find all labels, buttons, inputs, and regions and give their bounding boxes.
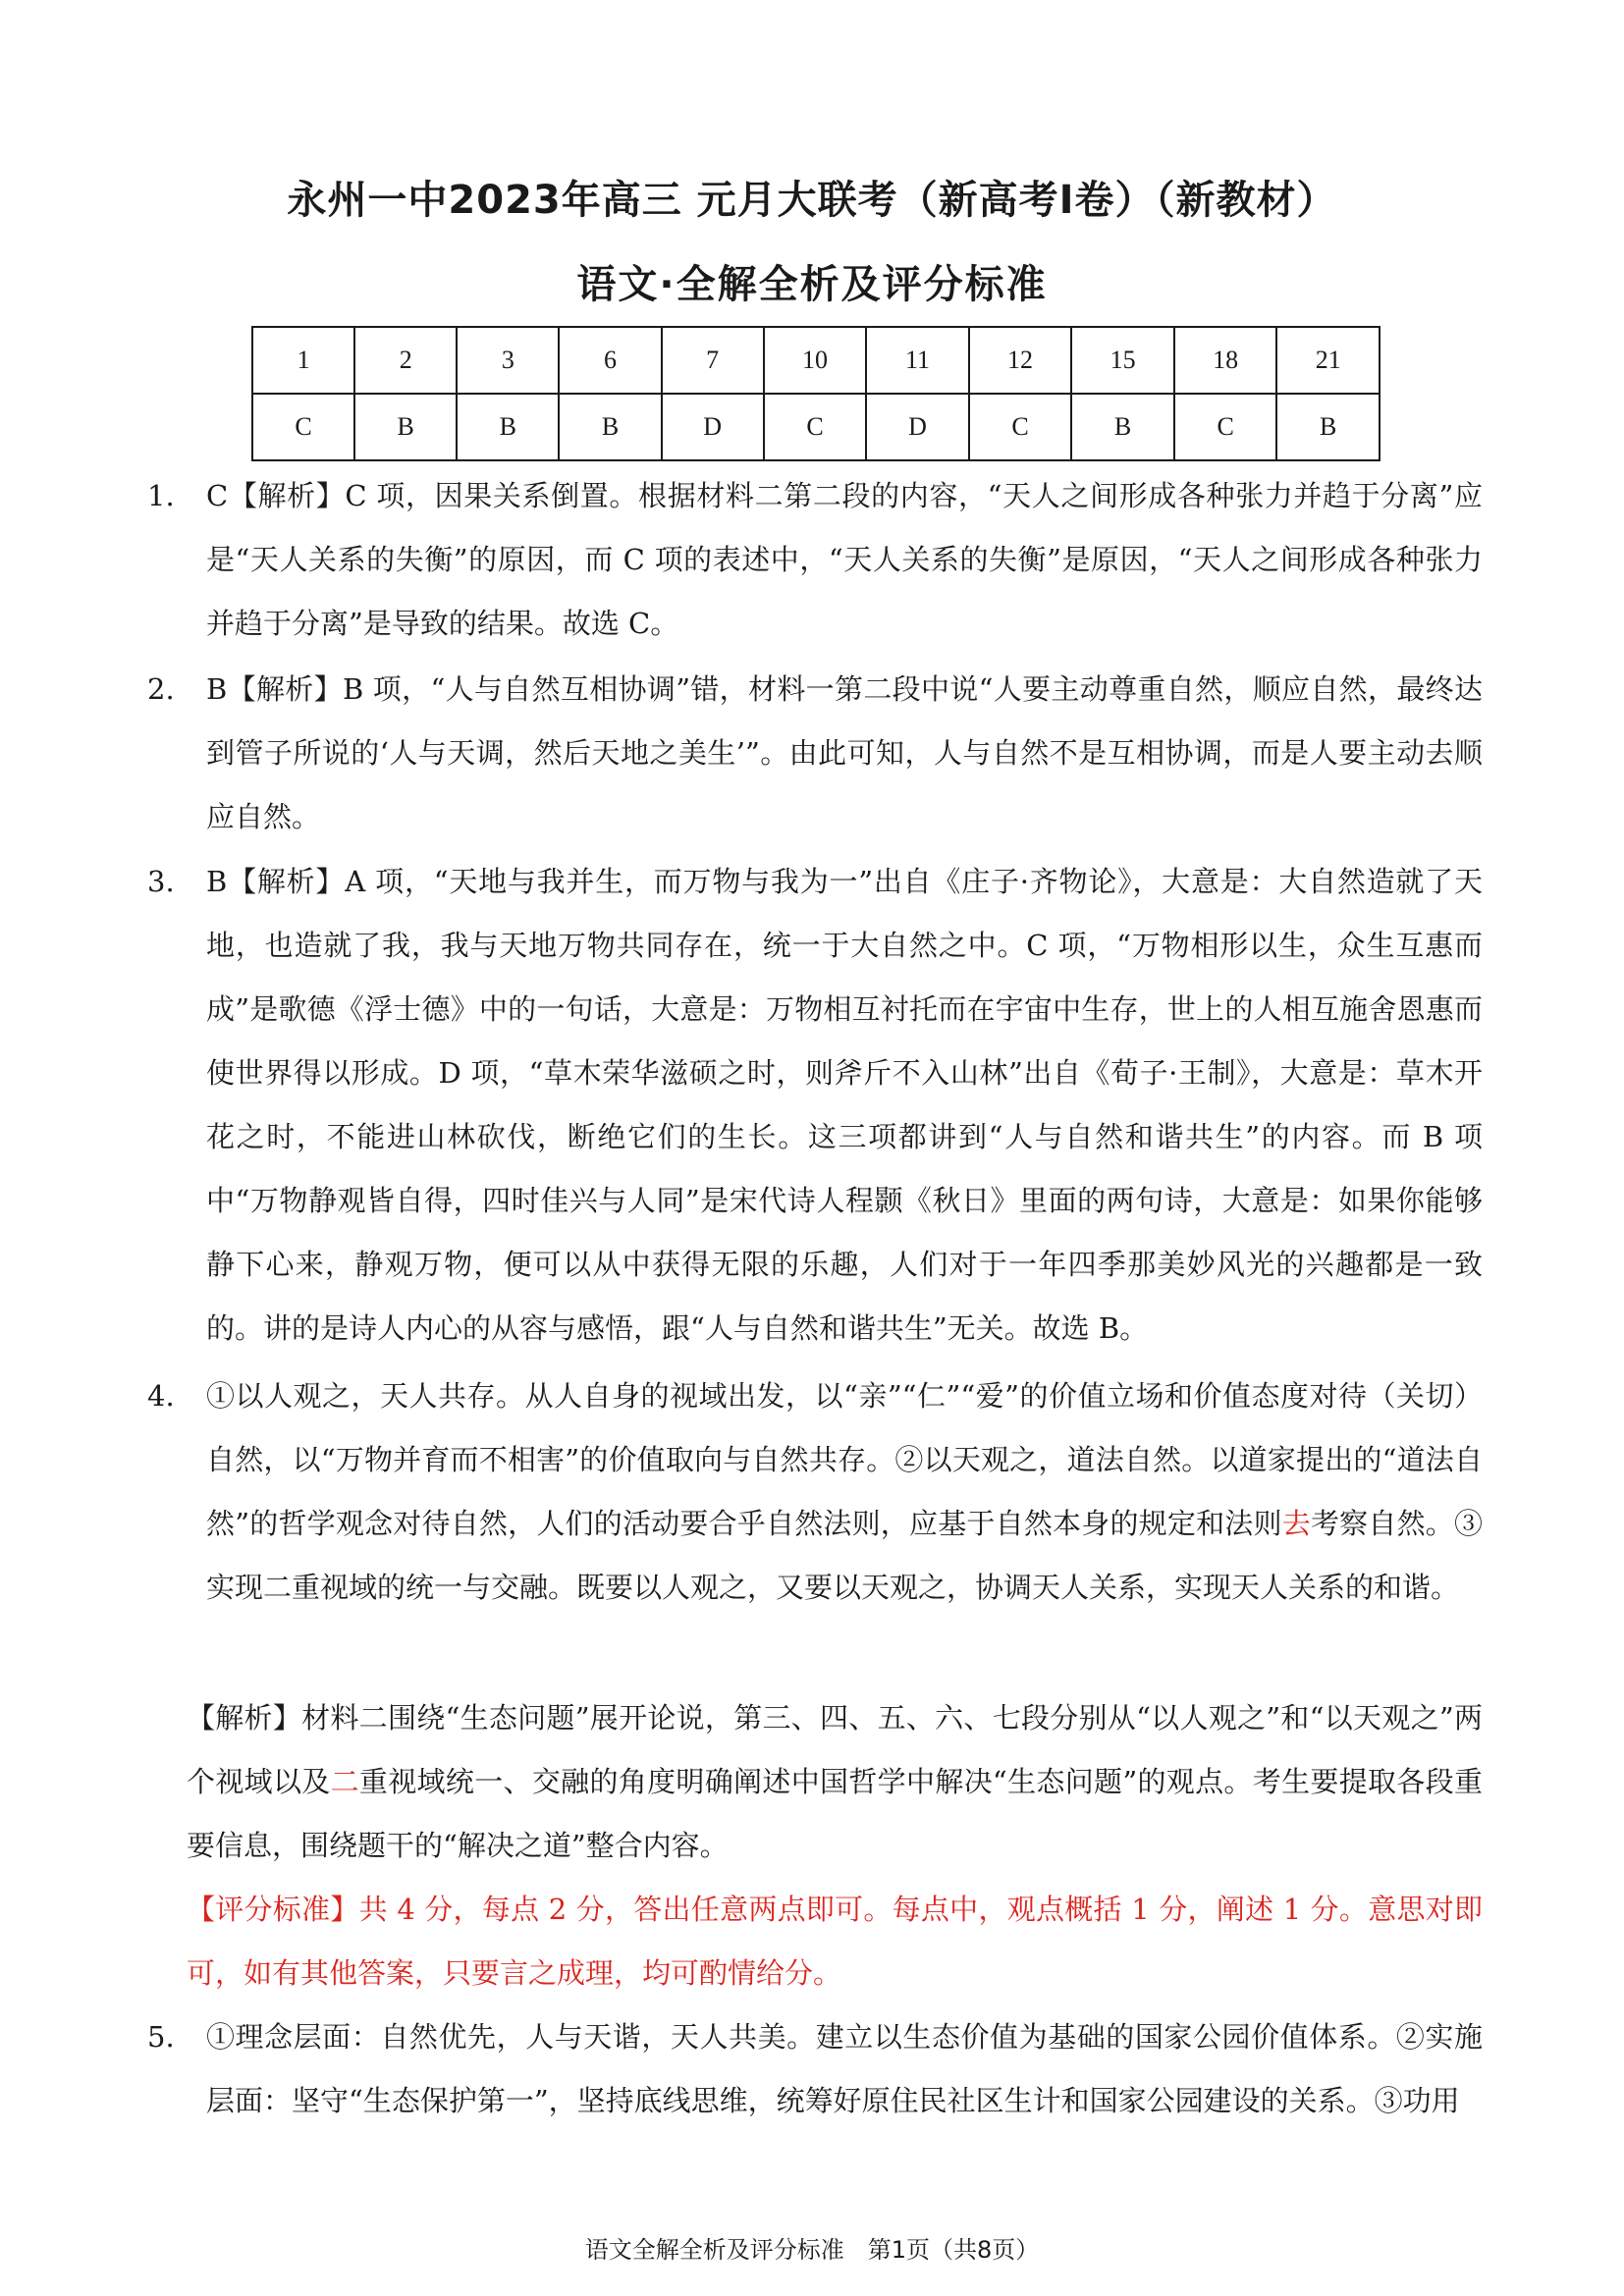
table-cell-number: 15	[1071, 327, 1174, 394]
table-cell-number: 21	[1276, 327, 1380, 394]
table-cell-answer: C	[764, 394, 867, 460]
table-cell-answer: C	[252, 394, 354, 460]
question-3	[147, 850, 1483, 1361]
table-cell-number: 6	[559, 327, 661, 394]
question-explanation: C【解析】C 项，因果关系倒置。根据材料二第二段的内容，“天人之间形成各种张力并趋于分离”应是“天人关系的失衡”的原因，而 C 项的表述中，“天人关系的失衡”是原因，“天人之间形成各种张力并趋于分离”是导致的结果。故选 C。	[206, 479, 1483, 640]
question-number: 4.	[147, 1379, 175, 1413]
answer-text: ①以人观之，天人共存。从人自身的视域出发，以“亲”“仁”“爱”的价值立场和价值态度对待（关切）自然，以“万物并育而不相害”的价值取向与自然共存。②以天观之，道法自然。以道家提出的“道法自然”的哲学观念对待自然，人们的活动要合乎自然法则，应基于自然本身的规定和法则	[206, 1379, 1483, 1540]
question-1	[147, 464, 1483, 656]
table-cell-answer: B	[559, 394, 661, 460]
table-cell-number: 1	[252, 327, 354, 394]
table-cell-answer: C	[969, 394, 1072, 460]
page-footer: 语文全解全析及评分标准 第1页（共8页）	[584, 2236, 1040, 2264]
table-cell-number: 2	[354, 327, 457, 394]
table-cell-number: 11	[866, 327, 968, 394]
answer-red-mark: 去	[1281, 1507, 1311, 1540]
question-answer	[206, 1364, 1483, 1620]
question-2	[147, 658, 1483, 849]
table-cell-answer: B	[354, 394, 457, 460]
question-answer: ①理念层面：自然优先，人与天谐，天人共美。建立以生态价值为基础的国家公园价值体系。②实施层面：坚守“生态保护第一”，坚持底线思维，统筹好原住民社区生计和国家公园建设的关系。③功用	[206, 2020, 1483, 2117]
question-4-scoring-standard: 【评分标准】共 4 分，每点 2 分，答出任意两点即可。每点中，观点概括 1 分，阐述 1 分。意思对即可，如有其他答案，只要言之成理，均可酌情给分。	[187, 1893, 1483, 1990]
question-number: 3.	[147, 865, 175, 898]
question-number: 2.	[147, 672, 175, 706]
question-number: 1.	[147, 479, 175, 512]
question-number: 5.	[147, 2020, 175, 2054]
table-cell-answer: D	[662, 394, 764, 460]
table-cell-answer: D	[866, 394, 968, 460]
document-title: 永州一中2023年高三 元月大联考（新高考Ⅰ卷）（新教材）	[287, 178, 1337, 223]
table-cell-answer: B	[1071, 394, 1174, 460]
table-cell-number: 10	[764, 327, 867, 394]
question-explanation: B【解析】A 项，“天地与我并生，而万物与我为一”出自《庄子·齐物论》，大意是：大自然造就了天地，也造就了我，我与天地万物共同存在，统一于大自然之中。C 项，“万物相形以生，众生互惠而成”是歌德《浮士德》中的一句话，大意是：万物相互衬托而在宇宙中生存，世上的人相互施舍恩惠而使世界得以形成。D 项，“草木荣华滋硕之时，则斧斤不入山林”出自《荀子·王制》，大意是：草木开花之时，不能进山林砍伐，断绝它们的生长。这三项都讲到“人与自然和谐共生”的内容。而 B 项中“万物静观皆自得，四时佳兴与人同”是宋代诗人程颢《秋日》里面的两句诗，大意是：如果你能够静下心来，静观万物，便可以从中获得无限的乐趣，人们对于一年四季那美妙风光的兴趣都是一致的。讲的是诗人内心的从容与感悟，跟“人与自然和谐共生”无关。故选 B。	[206, 865, 1483, 1345]
answer-text: 考察自然。③实现二重视域的统一与交融。既要以人观之，又要以天观之，协调天人关系，实现天人关系的和谐。	[206, 1507, 1483, 1604]
document-subtitle: 语文·全解全析及评分标准	[576, 262, 1048, 307]
table-cell-answer: B	[1276, 394, 1380, 460]
table-cell-number: 12	[969, 327, 1072, 394]
table-cell-answer: C	[1174, 394, 1277, 460]
question-explanation: B【解析】B 项，“人与自然互相协调”错，材料一第二段中说“人要主动尊重自然，顺应自然，最终达到管子所说的‘人与天调，然后天地之美生’”。由此可知，人与自然不是互相协调，而是人要主动去顺应自然。	[206, 672, 1483, 833]
analysis-text: 重视域统一、交融的角度明确阐述中国哲学中解决“生态问题”的观点。考生要提取各段重要信息，围绕题干的“解决之道”整合内容。	[187, 1765, 1483, 1862]
answer-table-answer-row	[252, 394, 1380, 460]
question-4	[147, 1364, 1483, 1620]
table-cell-answer: B	[457, 394, 559, 460]
table-cell-number: 18	[1174, 327, 1277, 394]
answer-table-number-row	[252, 327, 1380, 394]
analysis-text: 【解析】材料二围绕“生态问题”展开论说，第三、四、五、六、七段分别从“以人观之”和“以天观之”两个视域以及	[187, 1701, 1483, 1798]
question-5	[147, 2005, 1483, 2133]
table-cell-number: 7	[662, 327, 764, 394]
table-cell-number: 3	[457, 327, 559, 394]
answer-table	[251, 326, 1380, 461]
question-4-analysis	[187, 1686, 1483, 1878]
analysis-red-mark: 二	[330, 1765, 359, 1798]
